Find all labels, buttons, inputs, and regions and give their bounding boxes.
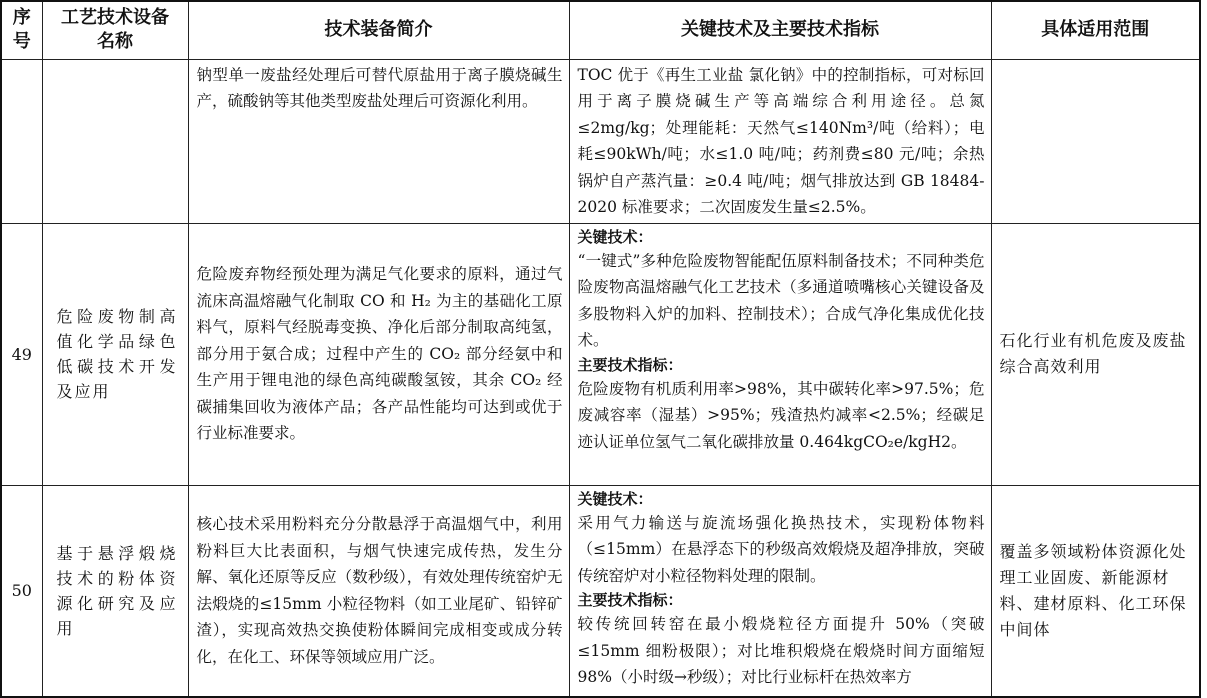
table-row bbox=[1, 223, 1200, 485]
row-intro: 钠型单一废盐经处理后可替代原盐用于离子膜烧碱生产，硫酸钠等其他类型废盐处理后可资源化利用。 bbox=[188, 59, 569, 223]
row-key-cell bbox=[569, 59, 991, 223]
row-scope: 覆盖多领域粉体资源化处理工业固废、新能源材料、建材原料、化工环保中间体 bbox=[991, 485, 1200, 697]
row-name: 基于悬浮煅烧技术的粉体资源化研究及应用 bbox=[42, 485, 188, 697]
row-scope bbox=[991, 59, 1200, 223]
row-key-cell bbox=[569, 223, 991, 485]
header-seq: 序号 bbox=[1, 1, 42, 59]
row-seq bbox=[1, 59, 42, 223]
header-name: 工艺技术设备名称 bbox=[42, 1, 188, 59]
header-intro: 技术装备简介 bbox=[188, 1, 569, 59]
table-row bbox=[1, 485, 1200, 697]
header-scope: 具体适用范围 bbox=[991, 1, 1200, 59]
row-seq: 50 bbox=[1, 485, 42, 697]
indicator-label: 主要技术指标： bbox=[577, 591, 683, 609]
header-key: 关键技术及主要技术指标 bbox=[569, 1, 991, 59]
row-intro: 核心技术采用粉料充分分散悬浮于高温烟气中，利用粉料巨大比表面积，与烟气快速完成传热，发生分解、氧化还原等反应（数秒级），有效处理传统窑炉无法煅烧的≤15mm 小粒径物料（如工业尾矿、铅锌矿渣），实现高效热交换使粉体瞬间完成相变或成分转化，在化工、环保等领域应用广泛。 bbox=[188, 485, 569, 697]
key-technology-label: 关键技术： bbox=[577, 227, 653, 246]
indicator-text: 危险废物有机质利用率>98%，其中碳转化率>97.5%；危废减容率（湿基）>95%；残渣热灼减率<2.5%；经碳足迹认证单位氢气二氧化碳排放量 0.464kgCO₂e/kgH2。 bbox=[577, 379, 985, 451]
key-text: 采用气力输送与旋流场强化换热技术，实现粉体物料（≤15mm）在悬浮态下的秒级高效煅烧及超净排放，突破传统窑炉对小粒径物料处理的限制。 bbox=[577, 513, 985, 585]
key-technology-label: 关键技术： bbox=[577, 489, 653, 508]
key-text: TOC 优于《再生工业盐 氯化钠》中的控制指标，可对标回用于离子膜烧碱生产等高端综合利用途径。总氮≤2mg/kg；处理能耗：天然气≤140Nm³/吨（给料）；电耗≤90kWh/吨；水≤1.0 吨/吨；药剂费≤80 元/吨；余热锅炉自产蒸汽量：≥0.4 吨/吨；烟气排放达到 GB 18484-2020 标准要求；二次固废发生量≤2.5%。 bbox=[577, 65, 985, 216]
indicator-label: 主要技术指标： bbox=[577, 355, 683, 374]
row-seq: 49 bbox=[1, 223, 42, 485]
row-name: 危险废物制高值化学品绿色低碳技术开发及应用 bbox=[42, 223, 188, 485]
row-intro: 危险废弃物经预处理为满足气化要求的原料，通过气流床高温熔融气化制取 CO 和 H₂ 为主的基础化工原料气，原料气经脱毒变换、净化后部分制取高纯氢，部分用于氨合成；过程中产生的 CO₂ 部分经氨中和生产用于锂电池的绿色高纯碳酸氢铵，其余 CO₂ 经碳捕集回收为液体产品；各产品性能均可达到或优于行业标准要求。 bbox=[188, 223, 569, 485]
row-key-cell bbox=[569, 485, 991, 697]
key-text: “一键式”多种危险废物智能配伍原料制备技术；不同种类危险废物高温熔融气化工艺技术（多通道喷嘴核心关键设备及多股物料入炉的加料、控制技术）；合成气净化集成优化技术。 bbox=[577, 251, 985, 349]
row-scope: 石化行业有机危废及废盐综合高效利用 bbox=[991, 223, 1200, 485]
indicator-text: 较传统回转窑在最小煅烧粒径方面提升 50%（突破≤15mm 细粉极限）；对比堆积煅烧在煅烧时间方面缩短 98%（小时级→秒级）；对比行业标杆在热效率方 bbox=[577, 615, 985, 686]
table-header-row bbox=[1, 1, 1200, 59]
table-row bbox=[1, 59, 1200, 223]
row-name bbox=[42, 59, 188, 223]
